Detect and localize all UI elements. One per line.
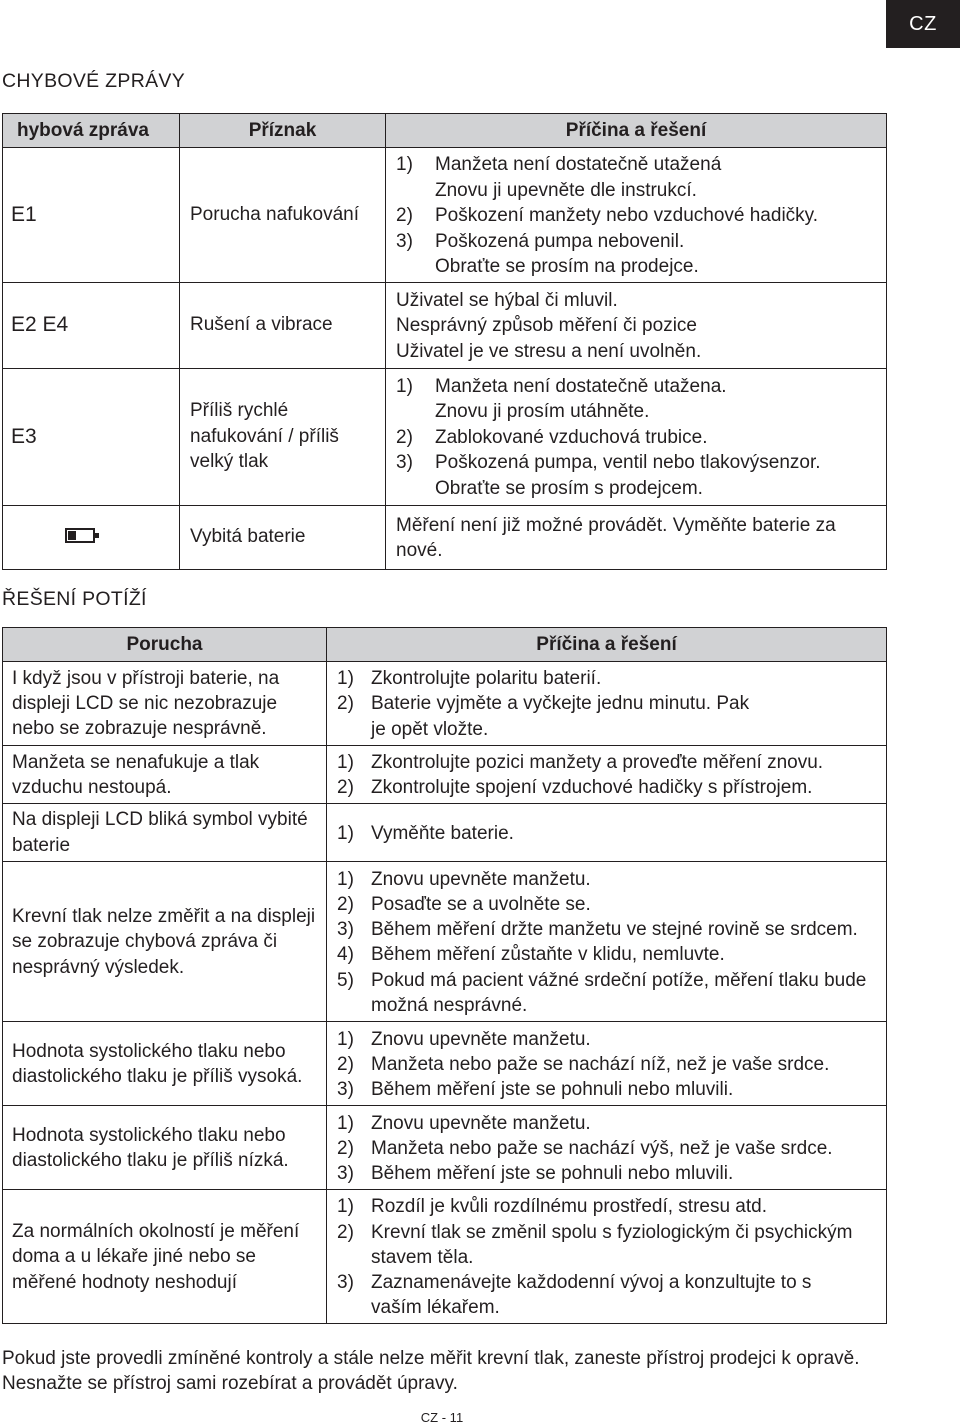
list-item: 2) Krevní tlak se změnil spolu s fyziologickým či psychickým stavem těla. — [337, 1221, 853, 1268]
list-item: 5) Pokud má pacient vážné srdeční potíže, měření tlaku bude možná nesprávné. — [337, 969, 867, 1016]
table-row — [3, 1022, 887, 1106]
symptom-text: Příliš rychlé nafukování / příliš velký tlak — [180, 368, 386, 505]
low-battery-icon — [65, 528, 95, 543]
problem-text: Hodnota systolického tlaku nebo diastolického tlaku je příliš nízká. — [3, 1106, 327, 1190]
list-item: 1) Znovu upevněte manžetu. — [337, 868, 591, 890]
header-problem: Porucha — [3, 628, 327, 662]
list-item: 1) Zkontrolujte polaritu baterií. — [337, 668, 602, 690]
list-item: 1) Rozdíl je kvůli rozdílnému prostředí, stresu atd. — [337, 1196, 768, 1218]
solution-list — [327, 1190, 887, 1324]
list-item: 2) Poškození manžety nebo vzduchové hadičky. — [396, 205, 819, 226]
solution-list — [327, 862, 887, 1022]
problem-text: Na displeji LCD bliká symbol vybité baterie — [3, 804, 327, 862]
cause-text — [386, 282, 887, 368]
header-cause-solution: Příčina a řešení — [327, 628, 887, 662]
error-messages-table — [2, 113, 887, 570]
list-item: 1) Znovu upevněte manžetu. — [337, 1112, 591, 1134]
list-item: 2) Manžeta nebo paže se nachází níž, než je vaše srdce. — [337, 1053, 830, 1075]
table-row — [3, 804, 887, 862]
list-item: 1) Zkontrolujte pozici manžety a proveďte měření znovu. — [337, 752, 824, 773]
footer-note: Pokud jste provedli zmíněné kontroly a stále nelze měřit krevní tlak, zaneste přístroj prodejci k opravě. Nesnažte se přístroj sami rozebírat a provádět úpravy. — [2, 1348, 860, 1394]
list-item: 3) Během měření jste se pohnuli nebo mluvili. — [337, 1163, 734, 1184]
language-tab: CZ — [886, 0, 960, 48]
list-item: 2) Baterie vyjměte a vyčkejte jednu minutu. Pak je opět vložte. — [337, 693, 750, 740]
problem-text: Hodnota systolického tlaku nebo diastolického tlaku je příliš vysoká. — [3, 1022, 327, 1106]
symptom-text: Porucha nafukování — [180, 148, 386, 283]
troubleshooting-table — [2, 627, 887, 1324]
section-title-error-messages: CHYBOVÉ ZPRÁVY — [2, 70, 185, 92]
list-item: Znovu ji upevněte dle instrukcí. — [435, 179, 697, 201]
list-item: 3) Během měření jste se pohnuli nebo mluvili. — [337, 1079, 734, 1100]
solution-list — [327, 662, 887, 746]
list-item: 1) Manžeta není dostatečně utažena. — [396, 375, 727, 397]
list-item: 3) Během měření držte manžetu ve stejné rovině se srdcem. — [337, 919, 858, 941]
table-row — [3, 505, 887, 569]
error-code: E3 — [3, 368, 180, 505]
solution-list — [327, 1022, 887, 1106]
cause-line: Uživatel je ve stresu a není uvolněn. — [396, 340, 702, 362]
header-symptom: Příznak — [180, 114, 386, 148]
error-code: E1 — [3, 148, 180, 283]
list-item: 2) Zablokované vzduchová trubice. — [396, 426, 708, 448]
list-item: 1) Manžeta není dostatečně utažená — [396, 154, 722, 175]
problem-text: Krevní tlak nelze změřit a na displeji se zobrazuje chybová zpráva či nesprávný výsledek. — [3, 862, 327, 1022]
list-item: 1) Vyměňte baterie. — [337, 822, 514, 844]
cause-line: Nesprávný způsob měření či pozice — [396, 315, 697, 337]
page-number: CZ - 11 — [420, 1410, 464, 1425]
list-item: 3) Zaznamenávejte každodenní vývoj a konzultujte to s vaším lékařem. — [337, 1272, 812, 1319]
table-row — [3, 862, 887, 1022]
header-cause-solution: Příčina a řešení — [386, 114, 887, 148]
solution-list — [327, 746, 887, 804]
table-header-row — [3, 114, 887, 148]
solution-list — [327, 804, 887, 862]
solution-list — [327, 1106, 887, 1190]
list-item: Obraťte se prosím na prodejce. — [435, 256, 699, 277]
table-row — [3, 148, 887, 283]
list-item: 3) Poškozená pumpa nebovenil. — [396, 230, 685, 252]
cause-line: Uživatel se hýbal či mluvil. — [396, 289, 618, 311]
table-row — [3, 282, 887, 368]
problem-text: Manžeta se nenafukuje a tlak vzduchu nestoupá. — [3, 746, 327, 804]
problem-text: I když jsou v přístroji baterie, na displeji LCD se nic nezobrazuje nebo se zobrazuje nesprávně. — [3, 662, 327, 746]
header-error-message: hybová zpráva — [3, 114, 180, 148]
list-item: 4) Během měření zůstaňte v klidu, nemluvte. — [337, 944, 725, 966]
symptom-text: Vybitá baterie — [180, 505, 386, 569]
table-row — [3, 662, 887, 746]
section-title-troubleshooting: ŘEŠENÍ POTÍŽÍ — [2, 588, 147, 610]
table-header-row — [3, 628, 887, 662]
list-item: 2) Manžeta nebo paže se nachází výš, než je vaše srdce. — [337, 1137, 833, 1159]
error-code — [3, 505, 180, 569]
table-row — [3, 1190, 887, 1324]
list-item: 2) Zkontrolujte spojení vzduchové hadičky s přístrojem. — [337, 777, 813, 799]
table-row — [3, 746, 887, 804]
cause-text: Měření není již možné provádět. Vyměňte baterie za nové. — [386, 505, 887, 569]
table-row — [3, 1106, 887, 1190]
problem-text: Za normálních okolností je měření doma a u lékaře jiné nebo se měřené hodnoty neshodují — [3, 1190, 327, 1324]
error-code: E2 E4 — [3, 282, 180, 368]
cause-list — [386, 148, 887, 283]
list-item: 1) Znovu upevněte manžetu. — [337, 1028, 591, 1050]
list-item: Obraťte se prosím s prodejcem. — [435, 477, 703, 499]
list-item: 3) Poškozená pumpa, ventil nebo tlakovýsenzor. — [396, 452, 821, 474]
list-item: 2) Posaďte se a uvolněte se. — [337, 894, 591, 915]
list-item: Znovu ji prosím utáhněte. — [435, 401, 650, 423]
symptom-text: Rušení a vibrace — [180, 282, 386, 368]
table-row — [3, 368, 887, 505]
cause-list — [386, 368, 887, 505]
